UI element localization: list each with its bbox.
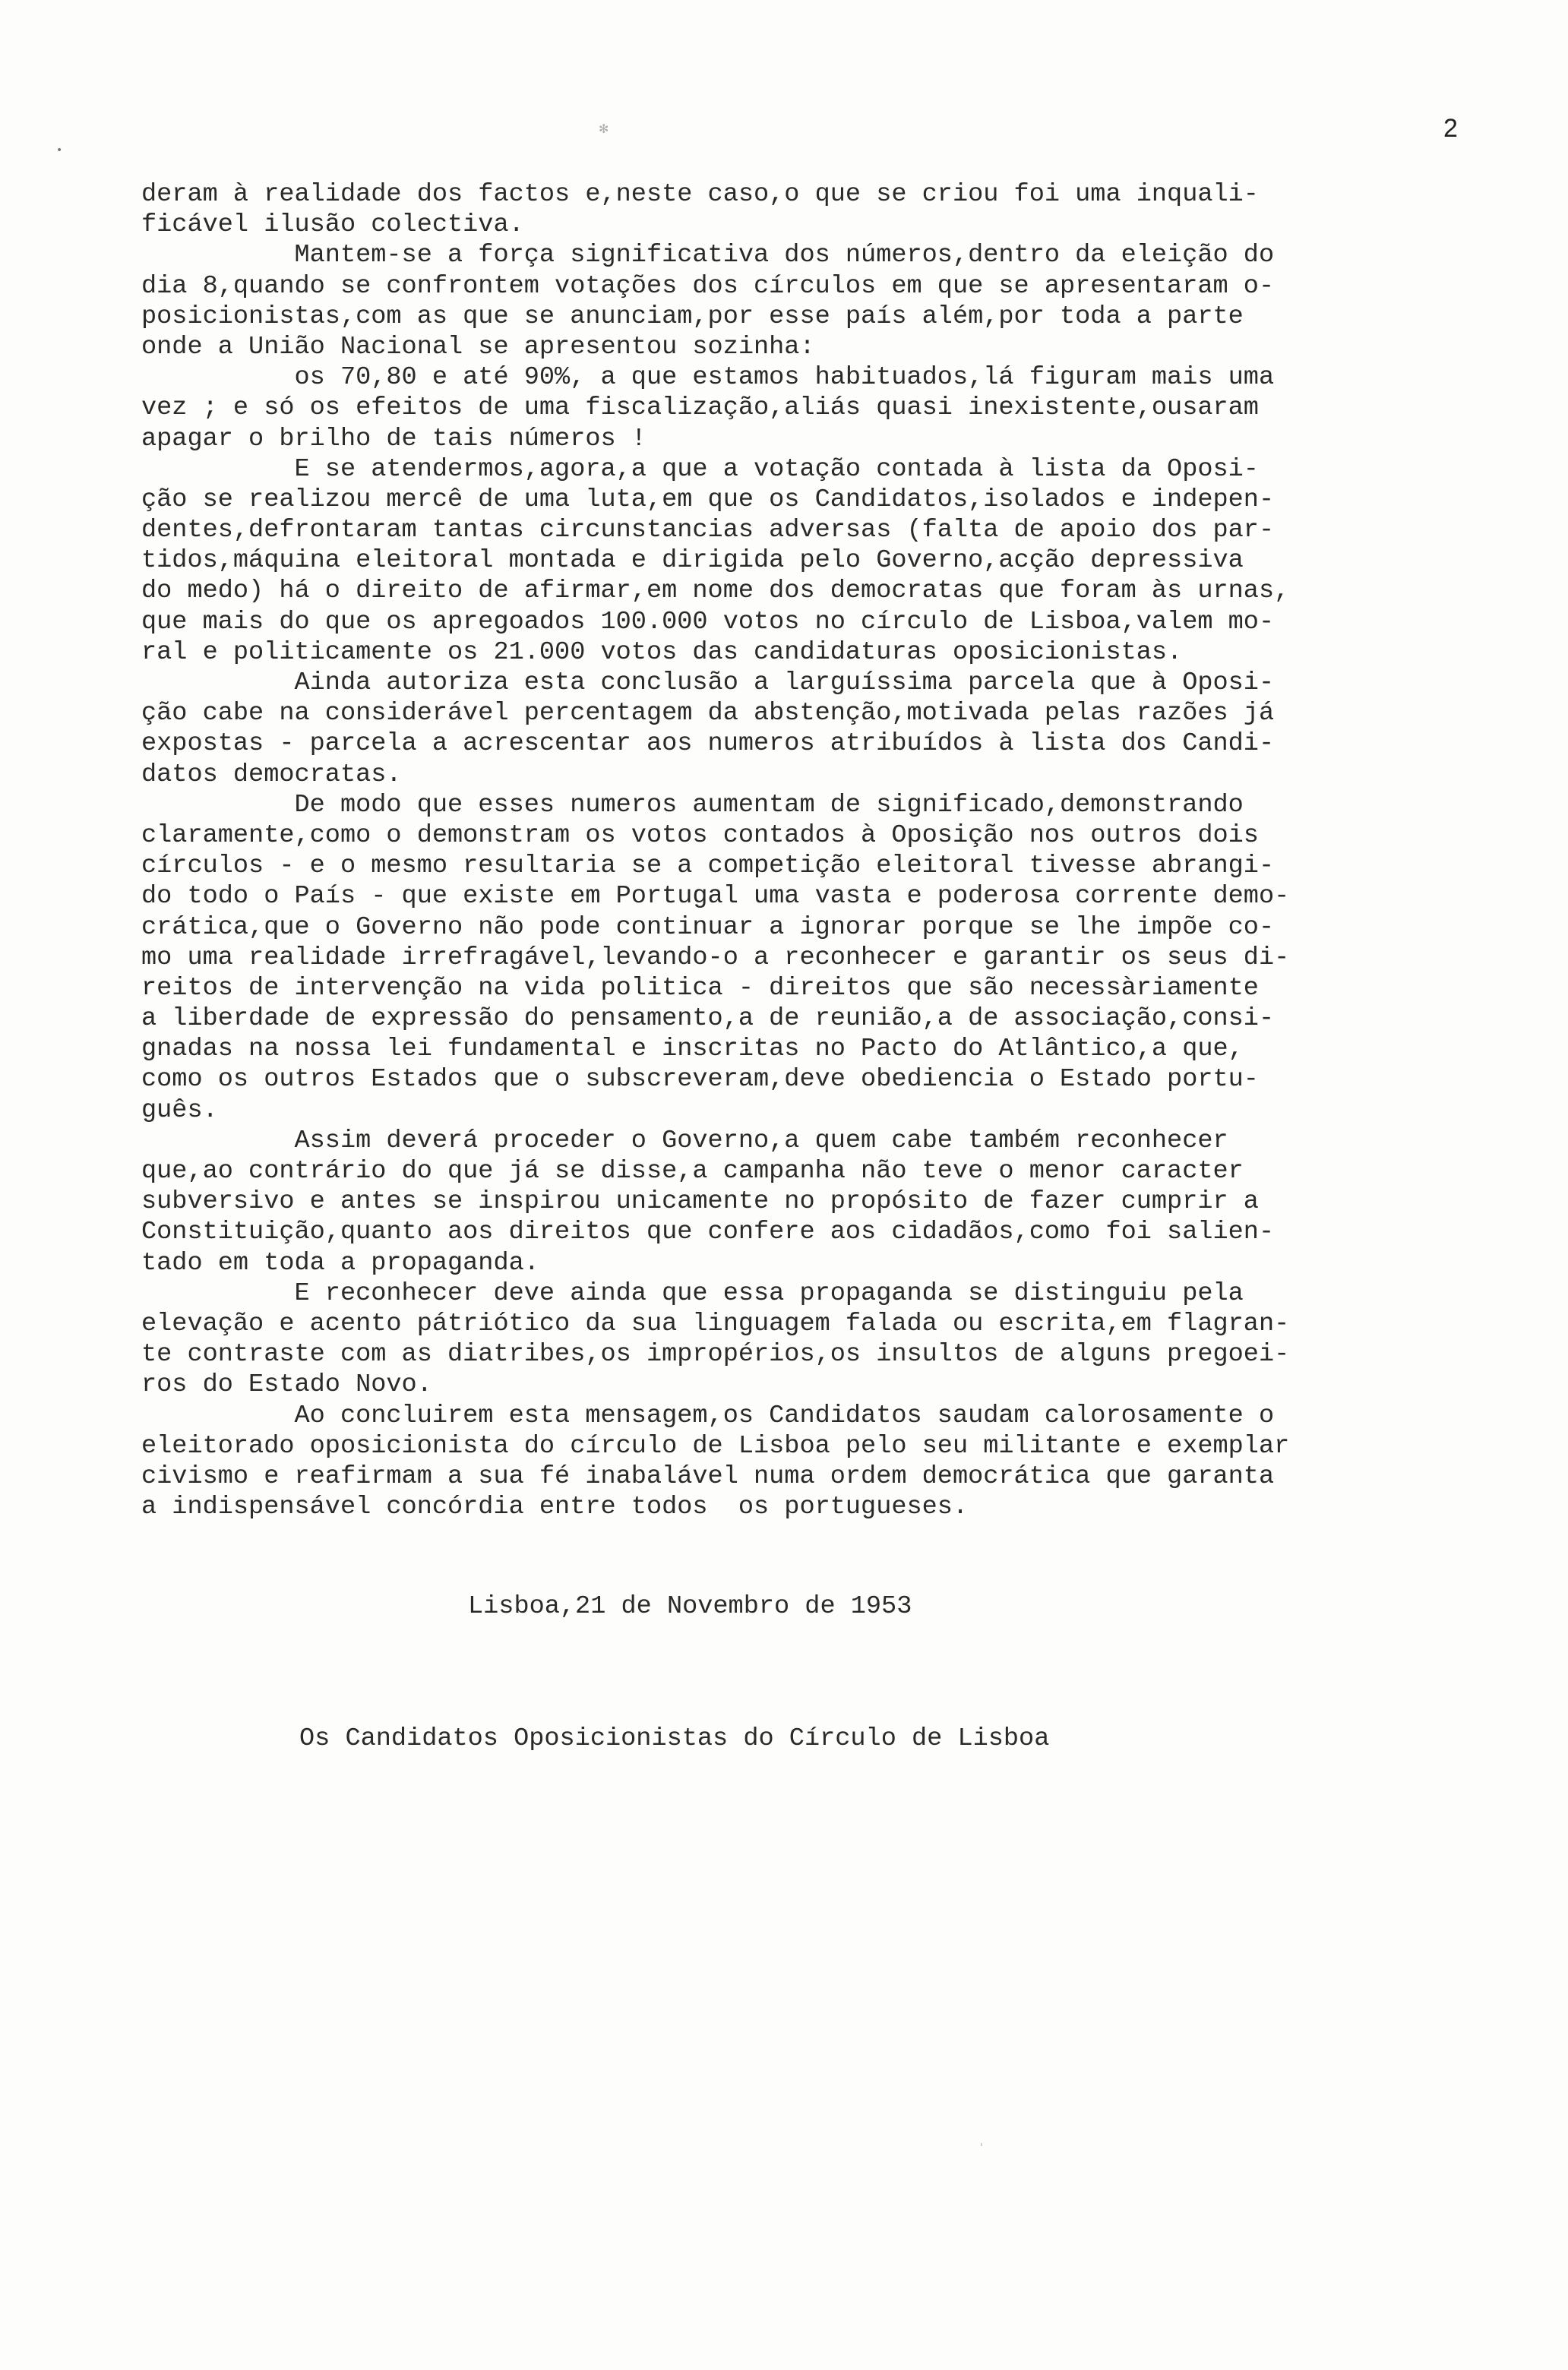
text-line: ros do Estado Novo.: [141, 1370, 432, 1400]
text-line: como os outros Estados que o subscreveram,deve obediencia o Estado portu-: [141, 1065, 1259, 1095]
text-line: tidos,máquina eleitoral montada e dirigida pelo Governo,acção depressiva: [141, 546, 1244, 576]
text-line: datos democratas.: [141, 760, 402, 789]
text-line: ção cabe na considerável percentagem da abstenção,motivada pelas razões já: [141, 699, 1275, 728]
text-line: Constituição,quanto aos direitos que confere aos cidadãos,como foi salien-: [141, 1218, 1275, 1247]
text-line: dia 8,quando se confrontem votações dos círculos em que se apresentaram o-: [141, 271, 1275, 301]
text-line: Mantem-se a força significativa dos números,dentro da eleição do: [141, 241, 1275, 270]
text-line: deram à realidade dos factos e,neste caso,o que se criou foi uma inquali-: [141, 180, 1259, 209]
text-line: onde a União Nacional se apresentou sozinha:: [141, 332, 815, 362]
signature-line: Os Candidatos Oposicionistas do Círculo de Lisboa: [299, 1724, 1050, 1753]
text-line: Ainda autoriza esta conclusão a larguíssima parcela que à Oposi-: [141, 668, 1275, 697]
text-line: expostas - parcela a acrescentar aos numeros atribuídos à lista dos Candi-: [141, 729, 1275, 759]
text-line: De modo que esses numeros aumentam de significado,demonstrando: [141, 790, 1244, 820]
text-line: guês.: [141, 1095, 218, 1125]
text-line: do todo o País - que existe em Portugal uma vasta e poderosa corrente demo-: [141, 882, 1290, 912]
text-line: crática,que o Governo não pode continuar a ignorar porque se lhe impõe co-: [141, 912, 1275, 942]
text-line: a liberdade de expressão do pensamento,a de reunião,a de associação,consi-: [141, 1004, 1275, 1034]
text-line: apagar o brilho de tais números !: [141, 424, 646, 453]
text-line: reitos de intervenção na vida politica - direitos que são necessàriamente: [141, 973, 1259, 1003]
page-number: 2: [1443, 114, 1458, 143]
text-line: vez ; e só os efeitos de uma fiscalização,aliás quasi inexistente,ousaram: [141, 393, 1259, 423]
margin-speck-icon: ˈ: [980, 2142, 983, 2154]
text-line: civismo e reafirmam a sua fé inabalável numa ordem democrática que garanta: [141, 1462, 1275, 1491]
margin-speck-icon: •: [56, 144, 63, 156]
text-line: elevação e acento pátriótico da sua linguagem falada ou escrita,em flagran-: [141, 1309, 1290, 1338]
text-line: a indispensável concórdia entre todos os portugueses.: [141, 1493, 969, 1522]
text-line: te contraste com as diatribes,os impropérios,os insultos de alguns pregoei-: [141, 1340, 1290, 1370]
text-line: claramente,como o demonstram os votos contados à Oposição nos outros dois: [141, 820, 1259, 850]
text-line: dentes,defrontaram tantas circunstancias adversas (falta de apoio dos par-: [141, 516, 1275, 545]
text-line: eleitorado oposicionista do círculo de Lisboa pelo seu militante e exemplar: [141, 1431, 1290, 1461]
text-line: tado em toda a propaganda.: [141, 1248, 539, 1278]
text-line: que mais do que os apregoados 100.000 votos no círculo de Lisboa,valem mo-: [141, 607, 1275, 637]
text-line: do medo) há o direito de afirmar,em nome dos democratas que foram às urnas,: [141, 577, 1290, 606]
text-line: ficável ilusão colectiva.: [141, 210, 524, 240]
text-line: gnadas na nossa lei fundamental e inscritas no Pacto do Atlântico,a que,: [141, 1035, 1244, 1064]
letter-body: [141, 179, 1532, 1522]
text-line: ção se realizou mercê de uma luta,em que os Candidatos,isolados e indepen-: [141, 485, 1275, 514]
text-line: subversivo e antes se inspirou unicamente no propósito de fazer cumprir a: [141, 1187, 1259, 1217]
text-line: Assim deverá proceder o Governo,a quem cabe também reconhecer: [141, 1126, 1228, 1155]
text-line: Ao concluirem esta mensagem,os Candidatos saudam calorosamente o: [141, 1401, 1275, 1430]
text-line: E se atendermos,agora,a que a votação contada à lista da Oposi-: [141, 454, 1259, 484]
text-line: círculos - e o mesmo resultaria se a competição eleitoral tivesse abrangi-: [141, 852, 1275, 881]
closing-date: Lisboa,21 de Novembro de 1953: [468, 1592, 912, 1621]
text-line: mo uma realidade irrefragável,levando-o a reconhecer e garantir os seus di-: [141, 943, 1290, 972]
text-line: que,ao contrário do que já se disse,a campanha não teve o menor caracter: [141, 1157, 1244, 1186]
margin-speck-icon: ✻: [599, 122, 609, 136]
text-line: os 70,80 e até 90%, a que estamos habituados,lá figuram mais uma: [141, 363, 1275, 393]
text-line: posicionistas,com as que se anunciam,por esse país além,por toda a parte: [141, 302, 1244, 331]
text-line: ral e politicamente os 21.000 votos das candidaturas oposicionistas.: [141, 637, 1183, 667]
text-line: E reconhecer deve ainda que essa propaganda se distinguiu pela: [141, 1278, 1244, 1308]
